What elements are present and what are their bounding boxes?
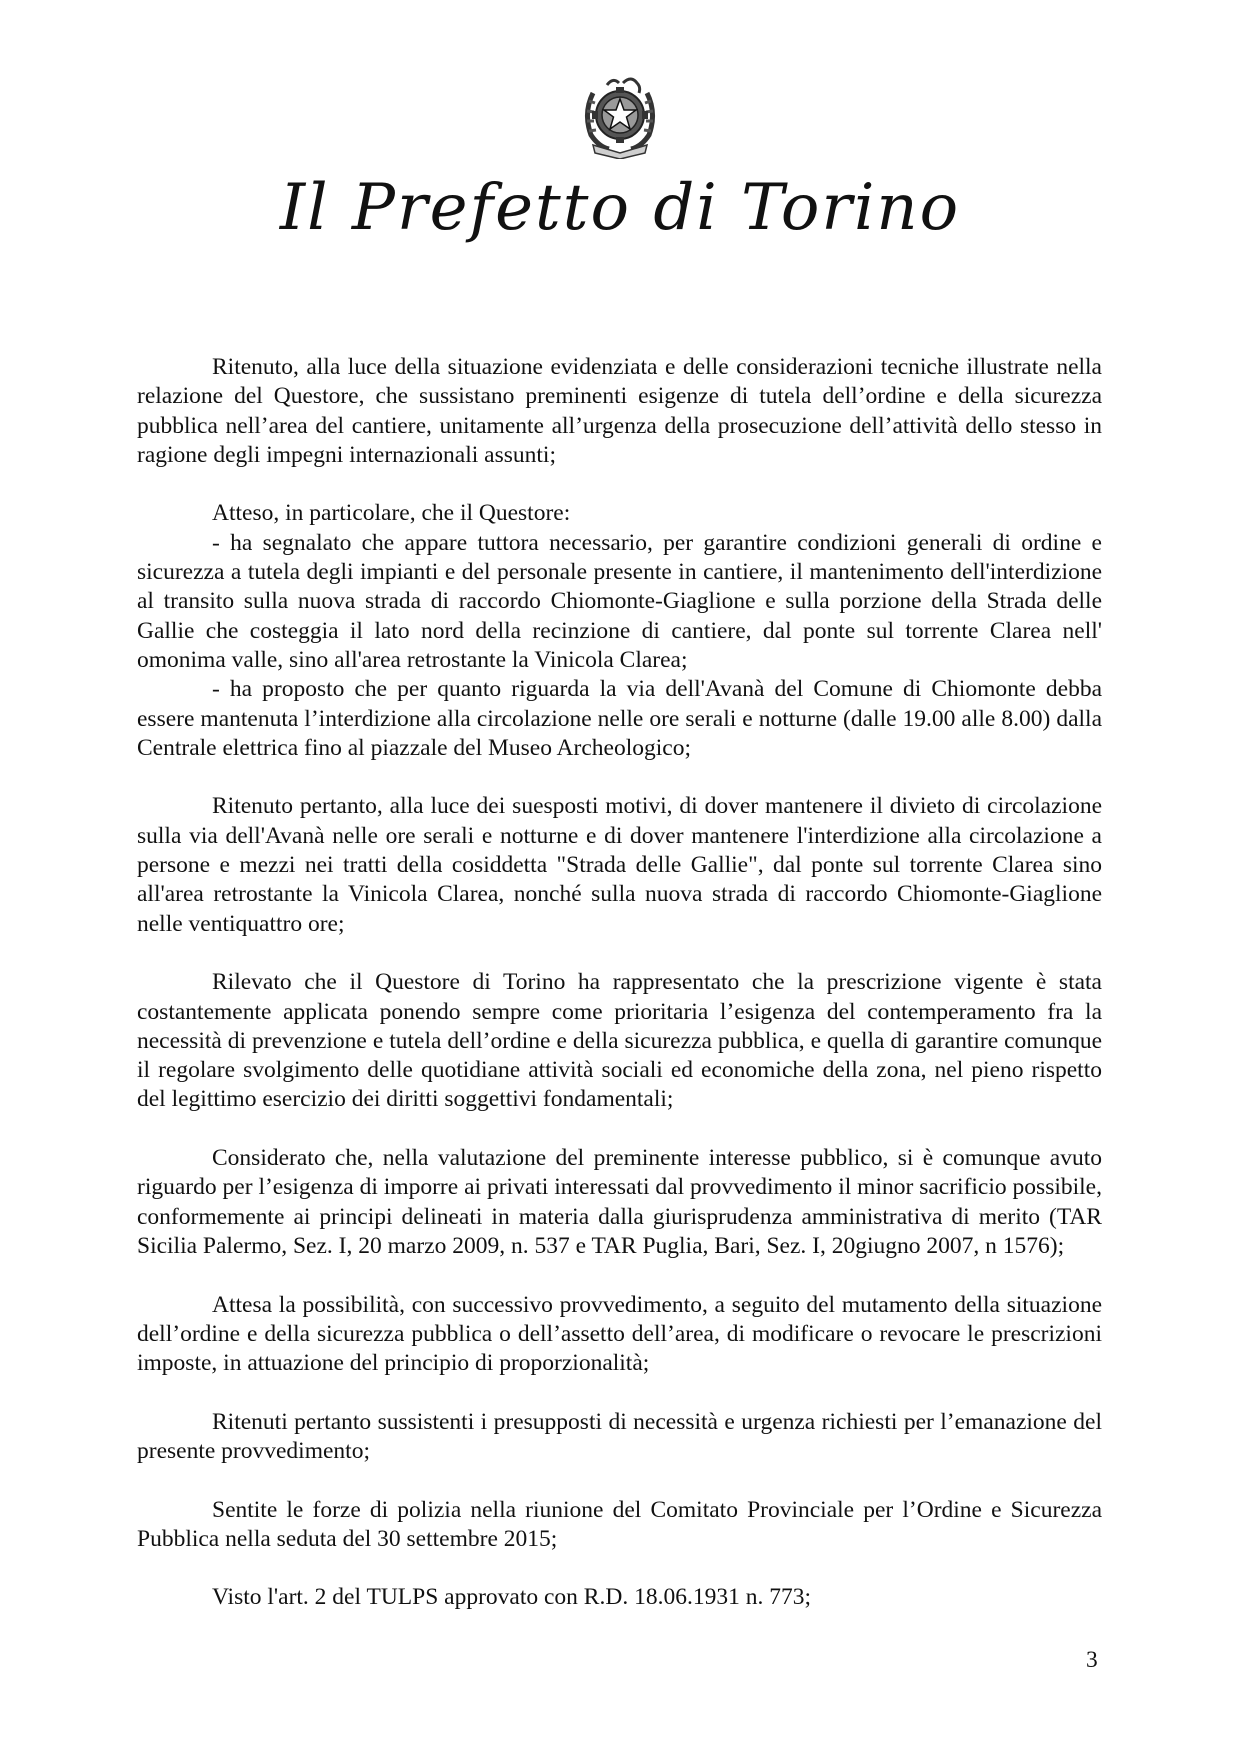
list-item: - ha segnalato che appare tuttora necessario, per garantire condizioni generali di ordine e sicurezza a tutela degli impianti e del personale presente in cantiere, il mantenimento dell'interdizione al transito sulla nuova strada di raccordo Chiomonte-Giaglione e sulla porzione della Strada delle Gallie che costeggia il lato nord della recinzione di cantiere, dal ponte sul torrente Clarea nell' omonima valle, sino all'area retrostante la Vinicola Clarea; <box>137 529 1102 673</box>
paragraph-ritenuti: Ritenuti pertanto sussistenti i presupposti di necessità e urgenza richiesti per l’emanazione del presente provvedimento; <box>137 1408 1102 1464</box>
paragraph-considerato: Considerato che, nella valutazione del preminente interesse pubblico, si è comunque avuto riguardo per l’esigenza di imporre ai privati interessati dal provvedimento il minor sacrificio possibile, conformemente ai principi delineati in materia dalla giurisprudenza amministrativa di merito (TAR Sicilia Palermo, Sez. I, 20 marzo 2009, n. 537 e TAR Puglia, Bari, Sez. I, 20giugno 2007, n 1576); <box>137 1145 1102 1259</box>
list-item: - ha proposto che per quanto riguarda la via dell'Avanà del Comune di Chiomonte debba essere mantenuta l’interdizione alla circolazione nelle ore serali e notturne (dalle 19.00 alle 8.00) dalla Centrale elettrica fino al piazzale del Museo Archeologico; <box>137 676 1102 761</box>
paragraph-atteso-intro: Atteso, in particolare, che il Questore: <box>212 500 571 527</box>
paragraph-visto: Visto l'art. 2 del TULPS approvato con R.D. 18.06.1931 n. 773; <box>212 1584 811 1611</box>
page-title: Il Prefetto di Torino <box>279 171 961 245</box>
paragraph-rilevato: Rilevato che il Questore di Torino ha rappresentato che la prescrizione vigente è stata costantemente applicata ponendo sempre come prioritaria l’esigenza del contemperamento fra la necessità di prevenzione e tutela dell’ordine e della sicurezza pubblica, e quella di garantire comunque il regolare svolgimento delle quotidiane attività sociali ed economiche della zona, nel pieno rispetto del legittimo esercizio dei diritti soggettivi fondamentali; <box>137 969 1102 1113</box>
page-number: 3 <box>1086 1647 1098 1673</box>
document-body <box>137 353 1102 1642</box>
paragraph-attesa: Attesa la possibilità, con successivo provvedimento, a seguito del mutamento della situazione dell’ordine e della sicurezza pubblica o dell’assetto dell’area, di modificare o revocare le prescrizioni imposte, in attuazione del principio di proporzionalità; <box>137 1291 1102 1377</box>
italian-republic-emblem-icon <box>579 73 661 159</box>
paragraph-ritenuto-pertanto: Ritenuto pertanto, alla luce dei suesposti motivi, di dover mantenere il divieto di circolazione sulla via dell'Avanà nelle ore serali e notturne e di dover mantenere l'interdizione alla circolazione a persone e mezzi nei tratti della cosiddetta "Strada delle Gallie", dal ponte sul torrente Clarea sino all'area retrostante la Vinicola Clarea, nonché sulla nuova strada di raccordo Chiomonte-Giaglione nelle ventiquattro ore; <box>137 793 1102 937</box>
paragraph-sentite: Sentite le forze di polizia nella riunione del Comitato Provinciale per l’Ordine e Sicurezza Pubblica nella seduta del 30 settembre 2015; <box>137 1496 1102 1552</box>
paragraph-ritenuto: Ritenuto, alla luce della situazione evidenziata e delle considerazioni tecniche illustrate nella relazione del Questore, che sussistano preminenti esigenze di tutela dell’ordine e della sicurezza pubblica nell’area del cantiere, unitamente all’urgenza della prosecuzione dell’attività dello stesso in ragione degli impegni internazionali assunti; <box>137 354 1102 468</box>
paragraph-atteso <box>137 499 1102 763</box>
